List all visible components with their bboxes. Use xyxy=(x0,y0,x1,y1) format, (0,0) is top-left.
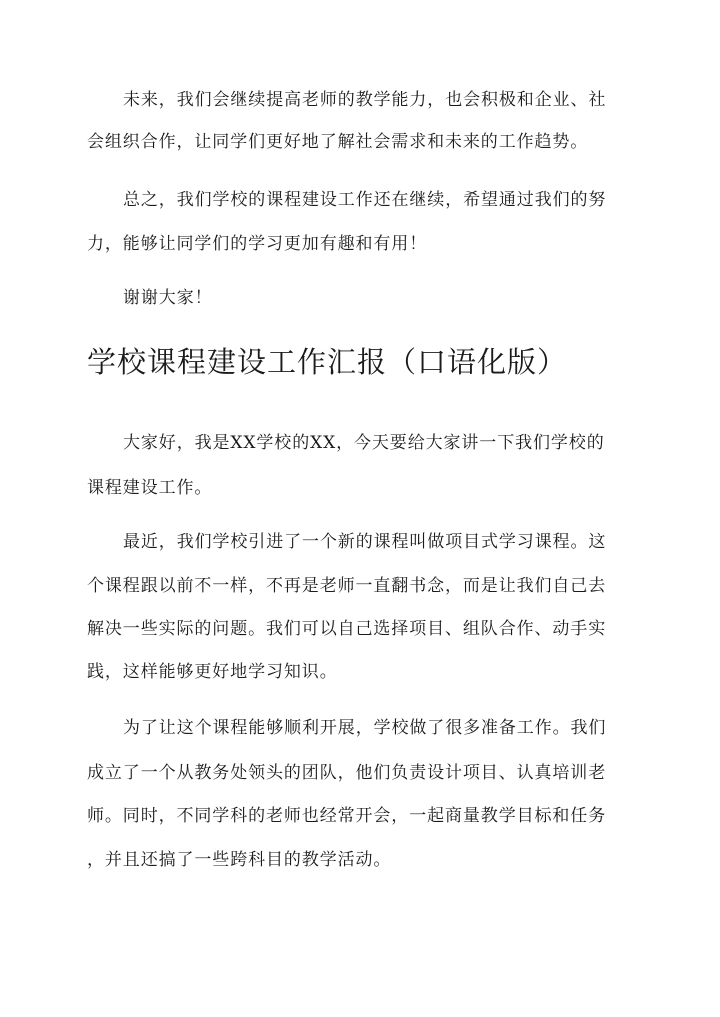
paragraph-future-line-2: 会组织合作，让同学们更好地了解社会需求和未来的工作趋势。 xyxy=(87,132,589,152)
paragraph-future-line-1: 未来，我们会继续提高老师的教学能力，也会积极和企业、社 xyxy=(123,90,607,110)
paragraph-preparation-line-3: 师。同时，不同学科的老师也经常开会，一起商量教学目标和任务 xyxy=(87,806,607,826)
paragraph-project-line-2: 个课程跟以前不一样，不再是老师一直翻书念，而是让我们自己去 xyxy=(87,576,607,596)
paragraph-project-line-4: 践，这样能够更好地学习知识。 xyxy=(87,662,338,682)
paragraph-preparation-line-4: ，并且还搞了一些跨科目的教学活动。 xyxy=(87,850,392,870)
paragraph-preparation-line-1: 为了让这个课程能够顺利开展，学校做了很多准备工作。我们 xyxy=(123,718,607,738)
paragraph-summary-line-1: 总之，我们学校的课程建设工作还在继续，希望通过我们的努 xyxy=(123,190,607,210)
paragraph-intro-line-1: 大家好，我是XX学校的XX，今天要给大家讲一下我们学校的 xyxy=(123,433,605,453)
paragraph-project-line-1: 最近，我们学校引进了一个新的课程叫做项目式学习课程。这 xyxy=(123,532,607,552)
paragraph-summary-line-2: 力，能够让同学们的学习更加有趣和有用！ xyxy=(87,234,428,254)
paragraph-thanks: 谢谢大家！ xyxy=(123,288,213,308)
paragraph-intro-line-2: 课程建设工作。 xyxy=(87,478,213,498)
paragraph-preparation-line-2: 成立了一个从教务处领头的团队，他们负责设计项目、认真培训老 xyxy=(87,763,607,783)
paragraph-project-line-3: 解决一些实际的问题。我们可以自己选择项目、组队合作、动手实 xyxy=(87,619,607,639)
section-title: 学校课程建设工作汇报（口语化版） xyxy=(87,345,568,379)
